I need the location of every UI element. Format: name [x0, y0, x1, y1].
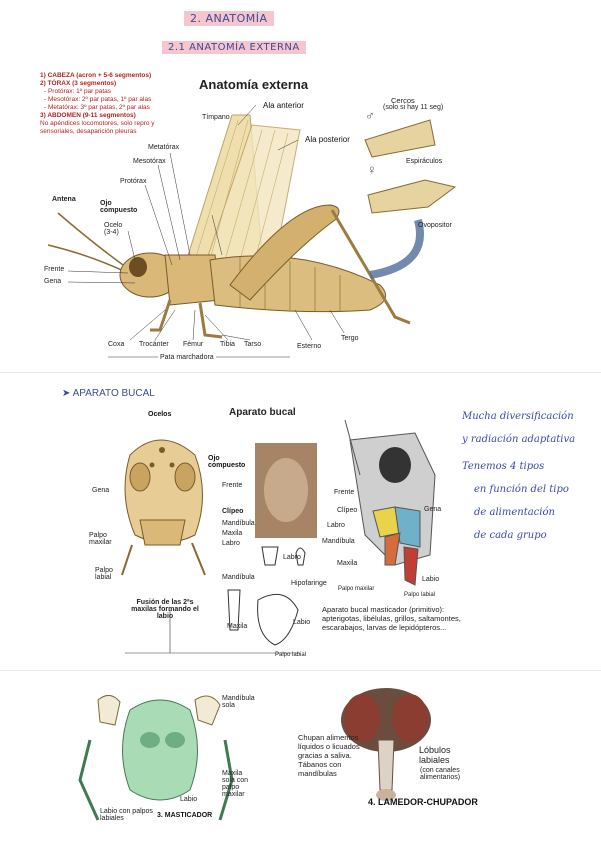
lamedor-label: 4. LAMEDOR-CHUPADOR — [368, 797, 478, 807]
label-cerci-note: (solo si hay 11 seg) — [383, 104, 444, 111]
label-mandible-sola: Mandíbula sola — [222, 695, 255, 709]
chewing-description: Aparato bucal masticador (primitivo): apterigotas, libélulas, grillos, saltamontes, escarabajos, larvas de lepidópteros... — [322, 605, 461, 632]
label-mandible-mouth: Mandíbula — [222, 520, 255, 527]
label-maxilla2: Maxila — [227, 623, 248, 630]
grasshopper-illustration — [0, 95, 601, 370]
mouthparts-title: Aparato bucal — [229, 407, 296, 418]
legend-line: No apéndices locomotores, solo repro y — [40, 120, 155, 127]
legend-line: - Metatórax: 3º par patas, 2º par alas — [44, 104, 150, 111]
external-anatomy-title: Anatomía externa — [199, 77, 309, 92]
legend-line: 3) ABDOMEN (9-11 segmentos) — [40, 112, 136, 119]
label-spiracles: Espiráculos — [406, 158, 443, 165]
label-gena-mouth: Gena — [92, 487, 110, 494]
label-hypopharynx: Hipofaringe — [291, 580, 327, 587]
label-cerci: Cercos — [391, 96, 415, 105]
label-ocelli-mouth: Ocelos — [148, 411, 172, 418]
note-line: de alimentación — [474, 507, 555, 518]
label-maxilla-mouth: Maxila — [222, 530, 243, 537]
label-maxilla-sola: Maxila sola con palpo maxilar — [222, 770, 249, 798]
lamedor-description: Chupan alimentos líquidos o licuados gracias a saliva. Tábanos con mandíbulas — [298, 733, 360, 778]
note-line: y radiación adaptativa — [462, 434, 576, 445]
label-front-mouth: Frente — [222, 482, 243, 489]
label-clypeus-mouth: Clípeo — [222, 508, 244, 515]
arrow-right-icon: ➤ — [62, 388, 73, 399]
label-walking-leg: Pata marchadora — [160, 354, 214, 361]
label-prothorax: Protórax — [120, 178, 147, 185]
label-metathorax: Metatórax — [148, 144, 180, 151]
label-sternum: Esterno — [297, 343, 322, 350]
label-ocelli: Ocelo (3-4) — [104, 222, 123, 236]
label-gena: Gena — [44, 278, 62, 285]
masticador-label: 3. MASTICADOR — [157, 812, 213, 819]
label-ovipositor: Ovopositor — [418, 222, 452, 229]
label-maxillary-palp: Palpo maxilar — [89, 532, 112, 546]
label-mandible-fly: Mandíbula — [322, 538, 355, 545]
section-heading — [184, 9, 274, 27]
label-forewing: Ala anterior — [263, 101, 304, 110]
label-labium-types: Labio — [180, 796, 198, 803]
section-divider — [0, 372, 601, 373]
label-fusion: Fusión de las 2ªs maxilas formando el labio — [131, 599, 199, 620]
legend-line: 2) TÓRAX (3 segmentos) — [40, 80, 117, 87]
label-femur: Fémur — [183, 341, 204, 348]
subsection-title: 2.1 ANATOMÍA EXTERNA — [162, 41, 306, 54]
label-gena-fly: Gena — [424, 506, 442, 513]
label-front-fly: Frente — [334, 489, 355, 496]
legend-line: - Protórax: 1º par patas — [44, 88, 112, 95]
legend-line: 1) CABEZA (acron + 5-6 segmentos) — [40, 72, 152, 79]
section-divider — [0, 670, 601, 671]
label-front: Frente — [44, 266, 65, 273]
label-clypeus-fly: Clípeo — [337, 507, 358, 514]
handwritten-notes — [462, 405, 601, 547]
label-tympanum: Tímpano — [202, 114, 230, 121]
label-labial-palp: Palpo labial — [95, 567, 113, 581]
label-antenna: Antena — [52, 196, 76, 203]
label-labial-palp-fly: Palpo labial — [404, 592, 436, 598]
label-labial-palp2: Palpo labial — [275, 652, 307, 658]
label-maxilla-fly: Maxila — [337, 560, 358, 567]
label-labium-palps: Labio con palpos labiales — [100, 808, 153, 822]
note-line: Mucha diversificación — [462, 411, 574, 422]
female-symbol: ♀ — [367, 162, 377, 177]
label-labium: Labio — [293, 619, 311, 626]
label-maxillary-palp-fly: Palpo maxilar — [338, 586, 375, 592]
label-compound-eye: Ojo compuesto — [100, 200, 138, 214]
label-mesothorax: Mesotórax — [133, 158, 166, 165]
note-line: en función del tipo — [474, 484, 569, 495]
mouth-heading — [62, 388, 155, 399]
label-mandible2: Mandíbula — [222, 574, 255, 581]
label-eye-mouth: Ojo compuesto — [208, 455, 246, 469]
legend-line: - Mesotórax: 2º par patas, 1º par alas — [44, 96, 152, 103]
subsection-heading — [162, 37, 306, 55]
label-coxa: Coxa — [108, 341, 125, 348]
male-symbol: ♂ — [365, 108, 375, 123]
mouth-heading-text: APARATO BUCAL — [72, 388, 155, 399]
section-title: 2. ANATOMÍA — [184, 11, 274, 26]
label-tergum: Tergo — [341, 335, 359, 342]
label-lobes: Lóbulos labiales — [419, 745, 451, 765]
label-labrum-mouth: Labro — [222, 540, 240, 547]
label-labium-fly: Labio — [422, 576, 440, 583]
legend-line: sensoriales, desaparición pleuras — [40, 128, 137, 135]
label-tibia: Tibia — [220, 341, 235, 348]
label-tarsus: Tarso — [244, 341, 262, 348]
label-lobes-desc: (con canales alimentarios) — [420, 767, 461, 781]
label-labrum2: Labro — [283, 554, 301, 561]
label-trochanter: Trocánter — [139, 341, 169, 348]
label-labrum-fly: Labro — [327, 522, 345, 529]
note-line: Tenemos 4 tipos — [462, 461, 545, 472]
label-hindwing: Ala posterior — [305, 135, 350, 144]
note-line: de cada grupo — [474, 530, 547, 541]
